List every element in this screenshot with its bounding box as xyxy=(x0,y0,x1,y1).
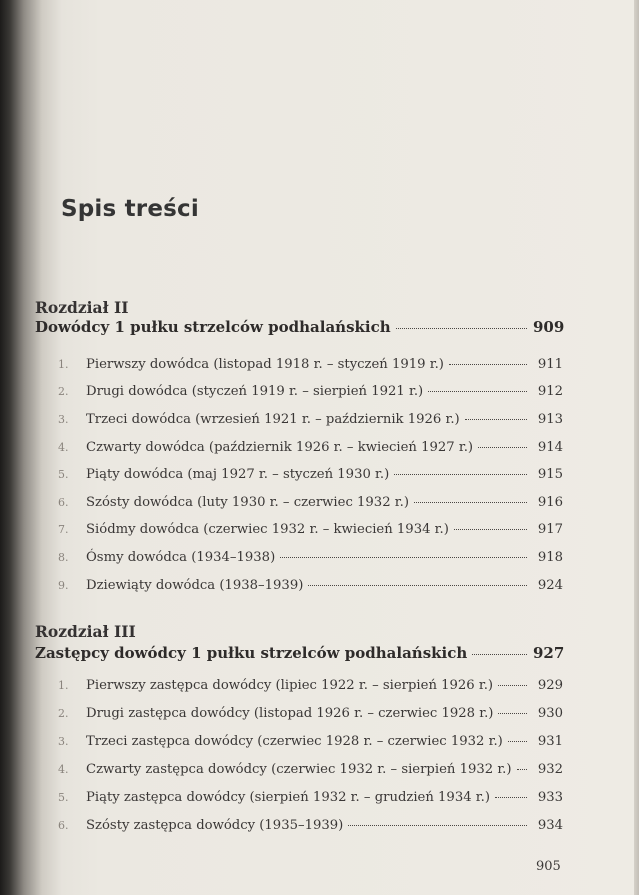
entry-number: 4. xyxy=(58,763,69,776)
dot-leader xyxy=(478,447,527,448)
entry-page-number: 934 xyxy=(537,818,563,833)
entry-title: Drugi dowódca (styczeń 1919 r. – sierpień 1921 r.) xyxy=(86,384,424,399)
dot-leader xyxy=(454,529,527,530)
toc-entry xyxy=(58,678,563,693)
toc-entry xyxy=(58,467,563,482)
chapter-page-number: 927 xyxy=(533,644,565,662)
toc-entry xyxy=(58,412,563,427)
toc-entry xyxy=(58,578,563,593)
entry-title: Dziewiąty dowódca (1938–1939) xyxy=(86,578,304,593)
toc-entry xyxy=(58,734,563,749)
entry-number: 1. xyxy=(58,358,69,371)
toc-entry xyxy=(58,818,563,833)
dot-leader xyxy=(508,741,527,742)
entry-title: Pierwszy zastępca dowódcy (lipiec 1922 r. – sierpień 1926 r.) xyxy=(86,678,494,693)
entry-number: 5. xyxy=(58,791,69,804)
dot-leader xyxy=(428,391,527,392)
entry-number: 1. xyxy=(58,679,69,692)
entry-number: 9. xyxy=(58,579,69,592)
entry-number: 3. xyxy=(58,735,69,748)
entry-title: Pierwszy dowódca (listopad 1918 r. – styczeń 1919 r.) xyxy=(86,357,444,372)
toc-chapter-entry xyxy=(35,644,563,662)
entry-page-number: 916 xyxy=(537,495,563,510)
toc-entry xyxy=(58,706,563,721)
entry-page-number: 932 xyxy=(537,762,563,777)
dot-leader xyxy=(308,585,527,586)
entry-number: 6. xyxy=(58,496,69,509)
entry-number: 4. xyxy=(58,441,69,454)
entry-page-number: 913 xyxy=(537,412,563,427)
dot-leader xyxy=(498,685,527,686)
dot-leader xyxy=(495,797,527,798)
entry-number: 7. xyxy=(58,523,69,536)
entry-page-number: 915 xyxy=(537,467,563,482)
dot-leader xyxy=(498,713,527,714)
entry-title: Trzeci dowódca (wrzesień 1921 r. – październik 1926 r.) xyxy=(86,412,460,427)
dot-leader xyxy=(414,502,527,503)
entry-page-number: 931 xyxy=(537,734,563,749)
dot-leader xyxy=(472,654,527,655)
entry-number: 8. xyxy=(58,551,69,564)
dot-leader xyxy=(348,825,527,826)
toc-entry xyxy=(58,440,563,455)
chapter-page-number: 909 xyxy=(533,318,565,336)
toc-entry xyxy=(58,384,563,399)
dot-leader xyxy=(396,328,527,329)
entry-title: Piąty dowódca (maj 1927 r. – styczeń 1930 r.) xyxy=(86,467,390,482)
entry-page-number: 918 xyxy=(537,550,563,565)
entry-title: Trzeci zastępca dowódcy (czerwiec 1928 r. – czerwiec 1932 r.) xyxy=(86,734,503,749)
dot-leader xyxy=(449,364,527,365)
entry-number: 5. xyxy=(58,468,69,481)
entry-number: 6. xyxy=(58,819,69,832)
entry-page-number: 924 xyxy=(537,578,563,593)
page-number: 905 xyxy=(536,859,561,874)
entry-number: 2. xyxy=(58,707,69,720)
dot-leader xyxy=(280,557,527,558)
entry-number: 3. xyxy=(58,413,69,426)
entry-page-number: 914 xyxy=(537,440,563,455)
toc-entry xyxy=(58,522,563,537)
entry-title: Szósty dowódca (luty 1930 r. – czerwiec 1932 r.) xyxy=(86,495,409,510)
entry-title: Siódmy dowódca (czerwiec 1932 r. – kwiecień 1934 r.) xyxy=(86,522,449,537)
toc-entry xyxy=(58,495,563,510)
page-edge xyxy=(634,0,639,895)
page-title: Spis treści xyxy=(61,196,199,222)
entry-page-number: 917 xyxy=(537,522,563,537)
chapter-label: Rozdział II xyxy=(35,298,129,317)
entry-page-number: 930 xyxy=(537,706,563,721)
entry-title: Piąty zastępca dowódcy (sierpień 1932 r. – grudzień 1934 r.) xyxy=(86,790,490,805)
toc-entry xyxy=(58,762,563,777)
entry-title: Ósmy dowódca (1934–1938) xyxy=(86,550,276,565)
chapter-label: Rozdział III xyxy=(35,622,136,641)
toc-entry xyxy=(58,550,563,565)
entry-title: Szósty zastępca dowódcy (1935–1939) xyxy=(86,818,344,833)
entry-page-number: 933 xyxy=(537,790,563,805)
entry-title: Czwarty dowódca (październik 1926 r. – kwiecień 1927 r.) xyxy=(86,440,474,455)
chapter-title: Dowódcy 1 pułku strzelców podhalańskich xyxy=(35,318,391,336)
dot-leader xyxy=(394,474,527,475)
chapter-title: Zastępcy dowódcy 1 pułku strzelców podhalańskich xyxy=(35,644,468,662)
entry-page-number: 929 xyxy=(537,678,563,693)
entry-number: 2. xyxy=(58,385,69,398)
entry-title: Czwarty zastępca dowódcy (czerwiec 1932 r. – sierpień 1932 r.) xyxy=(86,762,512,777)
dot-leader xyxy=(517,769,527,770)
toc-entry xyxy=(58,790,563,805)
toc-chapter-entry xyxy=(35,318,563,336)
entry-page-number: 911 xyxy=(537,357,563,372)
dot-leader xyxy=(465,419,527,420)
entry-title: Drugi zastępca dowódcy (listopad 1926 r. – czerwiec 1928 r.) xyxy=(86,706,494,721)
toc-entry xyxy=(58,357,563,372)
entry-page-number: 912 xyxy=(537,384,563,399)
